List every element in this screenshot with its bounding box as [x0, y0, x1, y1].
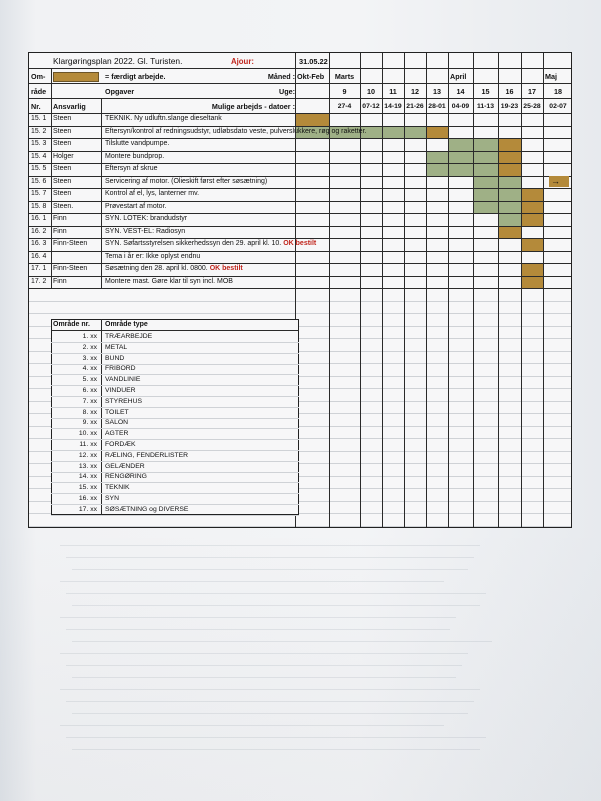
area-nr: 11. xx	[79, 441, 97, 448]
task-row	[29, 213, 572, 226]
week-label: 13	[433, 87, 441, 96]
header-row-divider	[29, 68, 572, 69]
row-divider	[29, 313, 572, 314]
arrow-icon: →	[549, 176, 569, 187]
mulige-datoer-label: Mulige arbejds - datoer :	[211, 102, 295, 111]
show-through-line	[72, 569, 468, 570]
plan-title: Klargøringsplan 2022. Gl. Turisten.	[53, 56, 183, 66]
task-ansvarlig: Finn-Steen	[53, 240, 88, 247]
omraade-label-bottom: råde	[31, 87, 47, 96]
week-label: 15	[481, 87, 490, 96]
week-label: 16	[505, 87, 514, 96]
week-label: 11	[389, 87, 397, 96]
task-text	[103, 276, 353, 287]
klargoringsplan-table	[28, 52, 572, 528]
area-nr: 14. xx	[78, 473, 97, 481]
task-row	[29, 276, 572, 289]
show-through-line	[60, 581, 444, 582]
area-nr: 3. xx	[82, 354, 97, 362]
task-text-main: Kontrol af el, lys, lanterner mv.	[105, 190, 200, 197]
month-label: Okt-Feb	[297, 72, 325, 81]
uge-label: Uge:	[279, 87, 295, 96]
task-status-note: OK bestilt	[283, 240, 317, 247]
area-nr: 4. xx	[82, 365, 97, 373]
task-row	[29, 238, 572, 251]
area-type: RENGØRING	[105, 473, 147, 481]
task-text-main: Prøvestart af motor.	[105, 202, 167, 210]
task-row	[29, 176, 572, 189]
show-through-line	[66, 665, 462, 666]
date-label: 07-12	[362, 103, 380, 110]
task-status-note: OK bestilt	[209, 265, 243, 272]
area-header-divider	[51, 330, 299, 331]
task-text	[103, 213, 353, 224]
task-text	[103, 251, 353, 262]
show-through-line	[60, 725, 444, 726]
omraade-label-top: Om-	[31, 72, 46, 81]
task-ansvarlig: Finn	[53, 277, 67, 285]
area-type: FRIBORD	[105, 365, 136, 373]
task-nr: 16. 4	[31, 252, 47, 260]
date-label: 27-4	[337, 103, 352, 110]
task-text	[103, 113, 353, 124]
header-row-divider	[29, 83, 572, 84]
area-type: TOILET	[105, 408, 129, 416]
task-ansvarlig: Holger	[53, 152, 74, 160]
area-nr: 12. xx	[78, 451, 97, 459]
task-ansvarlig: Finn	[53, 227, 67, 235]
date-label: 28-01	[428, 103, 446, 110]
week-label: 14	[456, 87, 465, 96]
task-text	[103, 226, 353, 237]
task-row	[29, 113, 572, 126]
nr-header: Nr.	[31, 102, 41, 111]
date-label: 11-13	[476, 103, 494, 110]
area-type: TRÆARBEJDE	[105, 333, 153, 340]
task-text	[103, 238, 353, 249]
week-label: 12	[411, 87, 419, 96]
task-ansvarlig: Steen	[53, 165, 72, 172]
date-label: 14-19	[384, 103, 402, 110]
task-nr: 16. 3	[31, 240, 47, 247]
task-ansvarlig: Steen	[53, 190, 72, 197]
week-label: 18	[554, 87, 562, 96]
area-nr: 8. xx	[82, 408, 97, 416]
task-text	[103, 201, 353, 212]
task-row	[29, 138, 572, 151]
show-through-line	[72, 605, 480, 606]
show-through-line	[66, 737, 486, 738]
task-ansvarlig: Finn	[53, 215, 67, 222]
area-nr: 15. xx	[78, 484, 97, 492]
task-nr: 15. 4	[31, 152, 47, 160]
week-label: 10	[367, 87, 375, 96]
maaned-label: Måned :	[267, 72, 295, 81]
show-through-line	[66, 701, 474, 702]
area-type: SYN	[105, 495, 119, 502]
task-nr: 15. 2	[31, 127, 47, 135]
task-row	[29, 126, 572, 139]
week-label: 17	[528, 87, 536, 96]
area-type: FORDÆK	[105, 441, 136, 448]
area-type: GELÆNDER	[105, 462, 145, 470]
task-row	[29, 188, 572, 201]
date-label: 25-28	[523, 103, 541, 110]
date-label: 04-09	[451, 103, 470, 110]
area-type: TEKNIK	[105, 484, 130, 492]
show-through-line	[60, 653, 468, 654]
opgaver-label: Opgaver	[105, 87, 135, 96]
area-nr: 9. xx	[82, 419, 97, 427]
month-label: Marts	[334, 72, 355, 81]
show-through-line	[66, 629, 450, 630]
area-row-divider	[51, 515, 299, 516]
task-ansvarlig: Steen.	[53, 202, 74, 210]
task-text-main: SYN. LOTEK: brandudstyr	[105, 215, 188, 222]
date-label: 02-07	[549, 103, 567, 110]
area-type: SALON	[105, 419, 129, 427]
ajour-date: 31.05.22	[299, 57, 328, 66]
area-type: SØSÆTNING og DIVERSE	[105, 505, 189, 513]
area-type: METAL	[105, 343, 128, 351]
show-through-line	[72, 713, 468, 714]
task-ansvarlig: Steen	[53, 140, 72, 147]
show-through-line	[72, 641, 492, 642]
task-text	[103, 163, 353, 174]
task-nr: 15. 1	[31, 115, 47, 122]
area-nr: 6. xx	[82, 387, 97, 394]
task-text-main: Tema i år er: Ikke oplyst endnu	[105, 252, 201, 260]
task-nr: 15. 7	[31, 190, 47, 197]
task-text	[103, 138, 353, 149]
area-nr: 13. xx	[78, 462, 97, 470]
month-label: April	[450, 72, 467, 81]
week-label: 9	[342, 87, 347, 96]
show-through-line	[72, 749, 480, 750]
show-through-line	[66, 593, 486, 594]
row-divider	[29, 288, 572, 289]
task-ansvarlig: Finn-Steen	[53, 265, 88, 272]
show-through-line	[60, 689, 480, 690]
task-text-main: Eftersyn/kontrol af redningsudstyr, udløbsdato veste, pulverslukkere, røg og raketter.	[105, 127, 367, 135]
show-through-line	[72, 677, 456, 678]
area-nr: 1. xx	[82, 333, 97, 340]
task-nr: 16. 1	[31, 215, 47, 222]
task-text	[103, 151, 353, 162]
task-row	[29, 201, 572, 214]
task-text	[103, 188, 353, 199]
task-nr: 16. 2	[31, 227, 47, 235]
task-row	[29, 263, 572, 276]
task-nr: 17. 1	[31, 265, 47, 272]
area-nr-header: Område nr.	[53, 321, 90, 328]
task-ansvarlig: Steen	[53, 177, 72, 185]
area-type: STYREHUS	[105, 397, 143, 405]
show-through-line	[60, 545, 480, 546]
area-type: RÆLING, FENDERLISTER	[105, 451, 189, 459]
month-label: Maj	[545, 72, 557, 81]
area-nr: 10. xx	[78, 430, 97, 438]
task-nr: 15. 3	[31, 140, 47, 147]
task-text-main: SYN. Søfartsstyrelsen sikkerhedssyn den 29. april kl. 10.	[105, 240, 282, 247]
task-text-main: TEKNIK. Ny udluftn.slange dieseltank	[105, 115, 222, 122]
header-row-divider	[29, 98, 572, 99]
area-nr: 7. xx	[82, 397, 97, 405]
task-row	[29, 151, 572, 164]
task-text-main: Eftersyn af skrue	[105, 165, 158, 172]
task-text-main: Tilslutte vandpumpe.	[105, 140, 170, 147]
area-nr: 2. xx	[82, 343, 97, 351]
task-ansvarlig: Steen	[53, 127, 72, 135]
ansvarlig-header: Ansvarlig	[53, 102, 86, 111]
date-label: 21-26	[406, 103, 424, 110]
area-nr: 17. xx	[78, 505, 97, 513]
task-text-main: Søsætning den 28. april kl. 0800.	[105, 265, 208, 272]
show-through-line	[66, 557, 474, 558]
task-nr: 15. 6	[31, 177, 47, 185]
task-text-main: SYN. VEST-EL: Radiosyn	[105, 227, 186, 235]
area-type: VINDUER	[105, 387, 136, 394]
task-text	[103, 126, 433, 137]
area-nr: 5. xx	[82, 376, 97, 384]
task-text	[103, 176, 353, 187]
area-type: BUND	[105, 354, 125, 362]
row-divider	[29, 526, 572, 527]
task-ansvarlig: Steen	[53, 115, 72, 122]
area-type: AGTER	[105, 430, 129, 438]
legend-done-text: = færdigt arbejde.	[105, 72, 166, 81]
task-nr: 15. 8	[31, 202, 47, 210]
task-nr: 17. 2	[31, 277, 47, 285]
task-row	[29, 226, 572, 239]
task-row	[29, 163, 572, 176]
task-text-main: Servicering af motor. (Olieskift først efter søsætning)	[105, 177, 268, 185]
legend-done-swatch	[53, 72, 99, 82]
date-label: 19-23	[500, 103, 519, 110]
task-text	[103, 263, 353, 274]
row-divider	[29, 301, 572, 302]
task-text-main: Montere mast. Gøre klar til syn incl. MOB	[105, 277, 233, 285]
task-nr: 15. 5	[31, 165, 47, 172]
area-nr: 16. xx	[78, 495, 97, 502]
area-type: VANDLINIE	[105, 376, 141, 384]
ajour-label: Ajour:	[231, 57, 254, 66]
show-through-line	[60, 617, 456, 618]
area-type-header: Område type	[105, 321, 148, 328]
task-row	[29, 251, 572, 264]
task-text-main: Montere bundprop.	[105, 152, 165, 160]
